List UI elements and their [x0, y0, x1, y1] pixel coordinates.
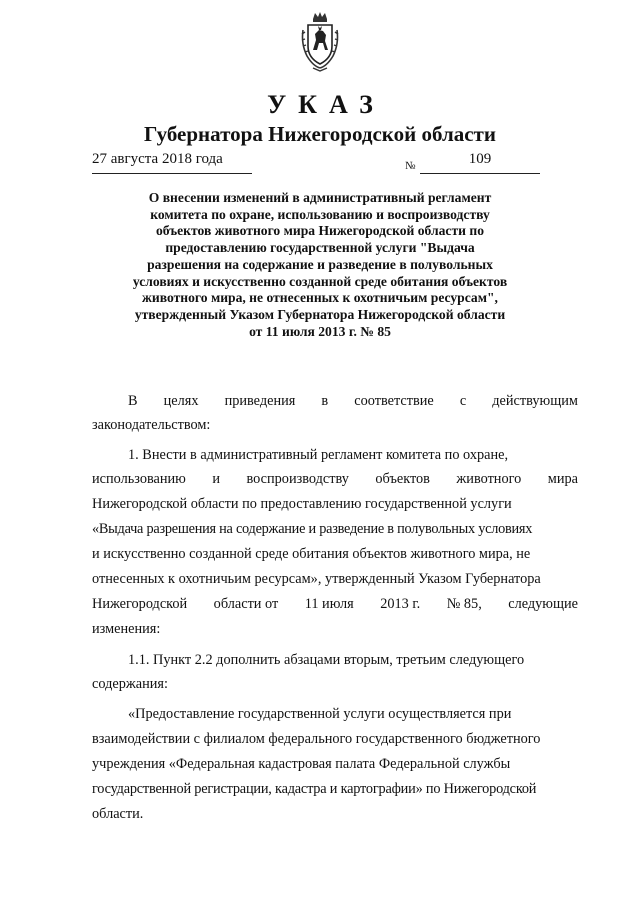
heading-line: условиях и искусственно созданной среде обитания объектов — [132, 273, 508, 289]
paragraph-line: 1. Внести в административный регламент комитета по охране, — [128, 447, 509, 463]
document-date: 27 августа 2018 года — [92, 151, 223, 167]
paragraph-line: учреждения «Федеральная кадастровая палата Федеральной службы — [92, 756, 511, 772]
number-underline — [420, 173, 540, 174]
paragraph-line: изменения: — [92, 621, 161, 637]
paragraph-line: В целях приведения в соответствие с действующим — [128, 393, 578, 409]
heading-line: от 11 июля 2013 г. № 85 — [249, 323, 391, 339]
heading-line: разрешения на содержание и разведение в полувольных — [147, 256, 493, 272]
date-underline — [92, 173, 252, 174]
paragraph-line: государственной регистрации, кадастра и картографии» по Нижегородской — [92, 781, 537, 797]
heading-line: утвержденный Указом Губернатора Нижегородской области — [134, 306, 506, 322]
heading-line: комитета по охране, использованию и воспроизводству — [150, 206, 490, 222]
heading-line: животного мира, не отнесенных к охотничьим ресурсам", — [142, 290, 498, 306]
heading-line: объектов животного мира Нижегородской области по — [155, 223, 485, 239]
document-title: УКАЗ — [267, 90, 385, 119]
document-number: 109 — [468, 151, 492, 167]
paragraph-line: области. — [92, 806, 144, 822]
heading-line: предоставлению государственной услуги "Выдача — [165, 240, 475, 256]
paragraph-line: использованию и воспроизводству объектов животного мира — [92, 471, 578, 487]
paragraph-line: «Предоставление государственной услуги осуществляется при — [128, 706, 512, 722]
document-issuer: Губернатора Нижегородской области — [144, 122, 496, 146]
paragraph-line: Нижегородской области от 11 июля 2013 г. № 85, следующие — [92, 596, 578, 612]
paragraph-line: и искусственно созданной среде обитания объектов животного мира, не — [92, 546, 531, 562]
coat-of-arms-icon — [299, 10, 341, 72]
paragraph-line: взаимодействии с филиалом федерального государственного бюджетного — [92, 731, 541, 747]
document-heading — [110, 190, 530, 340]
paragraph-line: Нижегородской области по предоставлению государственной услуги — [92, 496, 512, 512]
paragraph-line: «Выдача разрешения на содержание и разведение в полувольных условиях — [92, 521, 533, 537]
paragraph-line: 1.1. Пункт 2.2 дополнить абзацами вторым, третьим следующего — [128, 652, 525, 668]
heading-line: О внесении изменений в административный регламент — [148, 190, 492, 205]
paragraph-line: содержания: — [92, 676, 168, 692]
number-sign: № — [405, 160, 416, 172]
paragraph-line: законодательством: — [92, 417, 211, 433]
paragraph-line: отнесенных к охотничьим ресурсам», утвержденный Указом Губернатора — [92, 571, 541, 587]
